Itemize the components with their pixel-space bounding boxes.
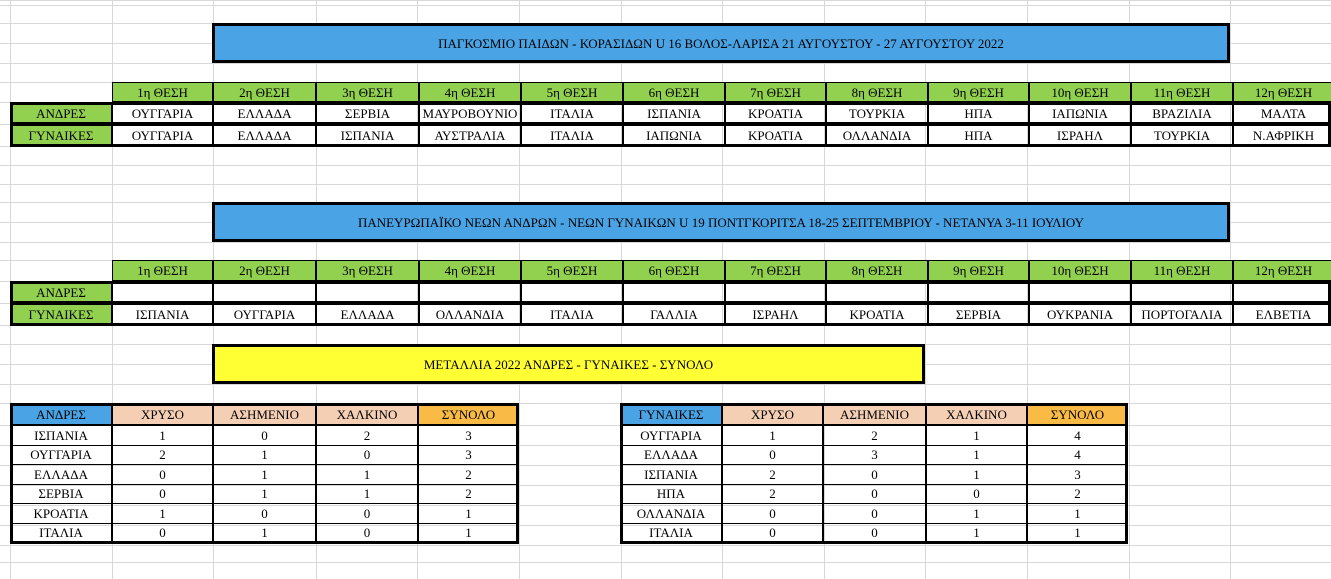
gridline-horizontal xyxy=(0,146,1331,147)
position-header-7[interactable]: 7η ΘΕΣΗ xyxy=(725,260,826,281)
position-header-4[interactable]: 4η ΘΕΣΗ xyxy=(419,260,521,281)
medal-count[interactable]: 4 xyxy=(1027,445,1128,466)
placement-cell[interactable] xyxy=(419,281,521,303)
position-header-12[interactable]: 12η ΘΕΣΗ xyxy=(1233,260,1331,281)
position-header-9[interactable]: 9η ΘΕΣΗ xyxy=(928,82,1029,102)
position-header-10[interactable]: 10η ΘΕΣΗ xyxy=(1029,260,1131,281)
medal-country[interactable]: ΗΠΑ xyxy=(620,484,722,505)
medal-count[interactable]: 3 xyxy=(418,425,519,446)
placement-cell[interactable] xyxy=(725,281,826,303)
medal-country[interactable]: ΟΥΓΓΑΡΙΑ xyxy=(10,445,112,466)
medal-count[interactable]: 3 xyxy=(823,445,926,466)
gridline-horizontal xyxy=(0,5,1331,6)
medal-count[interactable]: 2 xyxy=(418,484,519,505)
gridline-horizontal xyxy=(0,562,1331,563)
medal-count[interactable]: 1 xyxy=(213,445,316,466)
gridline-horizontal xyxy=(0,63,1331,64)
placement-cell[interactable] xyxy=(112,281,213,303)
placement-cell[interactable]: ΣΕΡΒΙΑ xyxy=(928,303,1029,325)
medal-header-4[interactable]: ΣΥΝΟΛΟ xyxy=(1027,403,1128,425)
medal-count[interactable]: 0 xyxy=(722,503,823,524)
medals-title[interactable]: ΜΕΤΑΛΛΙΑ 2022 ΑΝΔΡΕΣ - ΓΥΝΑΙΚΕΣ - ΣΥΝΟΛΟ xyxy=(212,344,925,384)
medal-count[interactable]: 3 xyxy=(418,445,519,466)
medal-count[interactable]: 1 xyxy=(213,484,316,505)
gridline-horizontal xyxy=(0,184,1331,185)
medal-header-1[interactable]: ΧΡΥΣΟ xyxy=(112,403,213,425)
medal-country[interactable]: ΙΣΠΑΝΙΑ xyxy=(620,464,722,485)
placement-cell[interactable] xyxy=(623,281,725,303)
placement-cell[interactable]: ΟΛΛΑΝΔΙΑ xyxy=(826,124,928,146)
medal-count[interactable]: 1 xyxy=(213,464,316,485)
placement-cell[interactable]: ΗΠΑ xyxy=(928,102,1029,124)
placement-cell[interactable] xyxy=(521,281,623,303)
placement-cell[interactable]: ΙΣΡΑΗΛ xyxy=(725,303,826,325)
medal-country[interactable]: ΕΛΛΑΔΑ xyxy=(10,464,112,485)
position-header-5[interactable]: 5η ΘΕΣΗ xyxy=(521,82,623,102)
position-header-2[interactable]: 2η ΘΕΣΗ xyxy=(213,260,316,281)
medal-count[interactable]: 0 xyxy=(823,464,926,485)
gridline-horizontal xyxy=(0,0,1331,1)
placement-cell[interactable]: ΟΥΓΓΑΡΙΑ xyxy=(112,102,213,124)
gridline-horizontal xyxy=(0,242,1331,243)
placement-cell[interactable] xyxy=(826,281,928,303)
row-label-women[interactable]: ΓΥΝΑΙΚΕΣ xyxy=(10,303,112,325)
position-header-1[interactable]: 1η ΘΕΣΗ xyxy=(112,260,213,281)
placement-cell[interactable]: ΙΤΑΛΙΑ xyxy=(521,102,623,124)
medal-country[interactable]: ΕΛΛΑΔΑ xyxy=(620,445,722,466)
row-label-men[interactable]: ΑΝΔΡΕΣ xyxy=(10,102,112,124)
medal-header-2[interactable]: ΑΣΗΜΕΝΙΟ xyxy=(213,403,316,425)
medal-count[interactable]: 2 xyxy=(316,425,418,446)
medal-count[interactable]: 2 xyxy=(112,445,213,466)
placement-cell[interactable]: ΑΥΣΤΡΑΛΙΑ xyxy=(419,124,521,146)
placement-cell[interactable]: ΕΛΛΑΔΑ xyxy=(213,124,316,146)
medal-count[interactable]: 0 xyxy=(722,523,823,544)
placement-cell[interactable]: ΙΣΠΑΝΙΑ xyxy=(623,102,725,124)
medal-count[interactable]: 1 xyxy=(213,523,316,544)
medal-country[interactable]: ΙΤΑΛΙΑ xyxy=(620,523,722,544)
placement-cell[interactable] xyxy=(928,281,1029,303)
placement-cell[interactable]: ΙΑΠΩΝΙΑ xyxy=(623,124,725,146)
medal-count[interactable]: 0 xyxy=(112,523,213,544)
medal-count[interactable]: 0 xyxy=(823,503,926,524)
position-header-11[interactable]: 11η ΘΕΣΗ xyxy=(1131,260,1233,281)
placement-cell[interactable]: ΚΡΟΑΤΙΑ xyxy=(725,124,826,146)
medal-count[interactable]: 1 xyxy=(926,523,1027,544)
medal-count[interactable]: 0 xyxy=(112,484,213,505)
medal-header-3[interactable]: ΧΑΛΚΙΝΟ xyxy=(926,403,1027,425)
medal-count[interactable]: 0 xyxy=(722,445,823,466)
position-header-2[interactable]: 2η ΘΕΣΗ xyxy=(213,82,316,102)
medal-count[interactable]: 2 xyxy=(418,464,519,485)
medal-count[interactable]: 0 xyxy=(926,484,1027,505)
world-u16-title[interactable]: ΠΑΓΚΟΣΜΙΟ ΠΑΙΔΩΝ - ΚΟΡΑΣΙΔΩΝ U 16 ΒΟΛΟΣ-ΛΑΡΙΣΑ 21 ΑΥΓΟΥΣΤΟΥ - 27 ΑΥΓΟΥΣΤΟΥ 2022 xyxy=(212,23,1230,63)
medal-country[interactable]: ΟΛΛΑΝΔΙΑ xyxy=(620,503,722,524)
placement-cell[interactable]: ΙΤΑΛΙΑ xyxy=(521,124,623,146)
medal-count[interactable]: 4 xyxy=(1027,425,1128,446)
position-header-8[interactable]: 8η ΘΕΣΗ xyxy=(826,82,928,102)
medal-country[interactable]: ΟΥΓΓΑΡΙΑ xyxy=(620,425,722,446)
position-header-5[interactable]: 5η ΘΕΣΗ xyxy=(521,260,623,281)
medal-count[interactable]: 0 xyxy=(823,523,926,544)
placement-cell[interactable]: ΕΛΛΑΔΑ xyxy=(316,303,419,325)
medal-count[interactable]: 1 xyxy=(418,503,519,524)
medal-count[interactable]: 1 xyxy=(926,425,1027,446)
medal-count[interactable]: 1 xyxy=(722,425,823,446)
placement-cell[interactable]: ΕΛΛΑΔΑ xyxy=(213,102,316,124)
row-label-men[interactable]: ΑΝΔΡΕΣ xyxy=(10,281,112,303)
placement-cell[interactable]: ΜΑΛΤΑ xyxy=(1233,102,1331,124)
position-header-11[interactable]: 11η ΘΕΣΗ xyxy=(1131,82,1233,102)
gridline-horizontal xyxy=(0,325,1331,326)
position-header-3[interactable]: 3η ΘΕΣΗ xyxy=(316,260,419,281)
medal-count[interactable]: 0 xyxy=(213,503,316,524)
placement-cell[interactable]: ΙΑΠΩΝΙΑ xyxy=(1029,102,1131,124)
position-header-4[interactable]: 4η ΘΕΣΗ xyxy=(419,82,521,102)
position-header-6[interactable]: 6η ΘΕΣΗ xyxy=(623,260,725,281)
position-header-12[interactable]: 12η ΘΕΣΗ xyxy=(1233,82,1331,102)
gridline-horizontal xyxy=(0,165,1331,166)
position-header-6[interactable]: 6η ΘΕΣΗ xyxy=(623,82,725,102)
medal-count[interactable]: 2 xyxy=(722,464,823,485)
position-header-10[interactable]: 10η ΘΕΣΗ xyxy=(1029,82,1131,102)
medal-count[interactable]: 1 xyxy=(926,445,1027,466)
placement-cell[interactable]: ΙΣΠΑΝΙΑ xyxy=(112,303,213,325)
medal-count[interactable]: 2 xyxy=(823,425,926,446)
placement-cell[interactable] xyxy=(213,281,316,303)
placement-cell[interactable]: ΓΑΛΛΙΑ xyxy=(623,303,725,325)
placement-cell[interactable]: ΒΡΑΖΙΛΙΑ xyxy=(1131,102,1233,124)
medal-count[interactable]: 0 xyxy=(316,503,418,524)
medal-header-3[interactable]: ΧΑΛΚΙΝΟ xyxy=(316,403,418,425)
medal-count[interactable]: 1 xyxy=(926,503,1027,524)
medal-count[interactable]: 1 xyxy=(1027,523,1128,544)
placement-cell[interactable]: ΟΥΓΓΑΡΙΑ xyxy=(112,124,213,146)
medal-count[interactable]: 1 xyxy=(112,425,213,446)
gridline-horizontal xyxy=(0,384,1331,385)
placement-cell[interactable]: ΟΛΛΑΝΔΙΑ xyxy=(419,303,521,325)
placement-cell[interactable]: ΕΛΒΕΤΙΑ xyxy=(1233,303,1331,325)
medal-count[interactable]: 1 xyxy=(418,523,519,544)
medal-header-0[interactable]: ΑΝΔΡΕΣ xyxy=(10,403,112,425)
medal-country[interactable]: ΙΣΠΑΝΙΑ xyxy=(10,425,112,446)
placement-cell[interactable]: ΙΣΡΑΗΛ xyxy=(1029,124,1131,146)
placement-cell[interactable]: ΠΟΡΤΟΓΑΛΙΑ xyxy=(1131,303,1233,325)
medal-count[interactable]: 0 xyxy=(112,464,213,485)
medal-count[interactable]: 0 xyxy=(823,484,926,505)
medal-count[interactable]: 1 xyxy=(112,503,213,524)
medal-count[interactable]: 0 xyxy=(316,523,418,544)
placement-cell[interactable]: ΚΡΟΑΤΙΑ xyxy=(725,102,826,124)
placement-cell[interactable]: ΟΥΓΓΑΡΙΑ xyxy=(213,303,316,325)
placement-cell[interactable] xyxy=(1029,281,1131,303)
placement-cell[interactable] xyxy=(1233,281,1331,303)
placement-cell[interactable]: ΣΕΡΒΙΑ xyxy=(316,102,419,124)
placement-cell[interactable]: ΗΠΑ xyxy=(928,124,1029,146)
medal-count[interactable]: 3 xyxy=(1027,464,1128,485)
medal-count[interactable]: 2 xyxy=(1027,484,1128,505)
placement-cell[interactable]: ΤΟΥΡΚΙΑ xyxy=(1131,124,1233,146)
placement-cell[interactable]: ΚΡΟΑΤΙΑ xyxy=(826,303,928,325)
medal-count[interactable]: 1 xyxy=(1027,503,1128,524)
placement-cell[interactable] xyxy=(316,281,419,303)
medal-count[interactable]: 0 xyxy=(213,425,316,446)
placement-cell[interactable]: Ν.ΑΦΡΙΚΗ xyxy=(1233,124,1331,146)
medal-header-4[interactable]: ΣΥΝΟΛΟ xyxy=(418,403,519,425)
placement-cell[interactable]: ΟΥΚΡΑΝΙΑ xyxy=(1029,303,1131,325)
position-header-3[interactable]: 3η ΘΕΣΗ xyxy=(316,82,419,102)
row-label-women[interactable]: ΓΥΝΑΙΚΕΣ xyxy=(10,124,112,146)
medal-count[interactable]: 0 xyxy=(316,445,418,466)
euro-u19-title[interactable]: ΠΑΝΕΥΡΩΠΑΪΚΟ ΝΕΩΝ ΑΝΔΡΩΝ - ΝΕΩΝ ΓΥΝΑΙΚΩΝ U 19 ΠΟΝΤΓΚΟΡΙΤΣΑ 18-25 ΣΕΠΤΕΜΒΡΙΟΥ - ΝΕΤΑΝΥΑ 3-11 ΙΟΥΛΙΟΥ xyxy=(212,202,1230,242)
medal-header-2[interactable]: ΑΣΗΜΕΝΙΟ xyxy=(823,403,926,425)
medal-count[interactable]: 1 xyxy=(926,464,1027,485)
position-header-9[interactable]: 9η ΘΕΣΗ xyxy=(928,260,1029,281)
medal-country[interactable]: ΚΡΟΑΤΙΑ xyxy=(10,503,112,524)
medal-header-0[interactable]: ΓΥΝΑΙΚΕΣ xyxy=(620,403,722,425)
placement-cell[interactable]: ΙΣΠΑΝΙΑ xyxy=(316,124,419,146)
medal-count[interactable]: 1 xyxy=(316,484,418,505)
position-header-8[interactable]: 8η ΘΕΣΗ xyxy=(826,260,928,281)
gridline-horizontal xyxy=(0,545,1331,546)
medal-count[interactable]: 1 xyxy=(316,464,418,485)
medal-country[interactable]: ΣΕΡΒΙΑ xyxy=(10,484,112,505)
placement-cell[interactable]: ΙΤΑΛΙΑ xyxy=(521,303,623,325)
medal-count[interactable]: 2 xyxy=(722,484,823,505)
medal-country[interactable]: ΙΤΑΛΙΑ xyxy=(10,523,112,544)
placement-cell[interactable] xyxy=(1131,281,1233,303)
position-header-1[interactable]: 1η ΘΕΣΗ xyxy=(112,82,213,102)
placement-cell[interactable]: ΜΑΥΡΟΒΟΥΝΙΟ xyxy=(419,102,521,124)
placement-cell[interactable]: ΤΟΥΡΚΙΑ xyxy=(826,102,928,124)
position-header-7[interactable]: 7η ΘΕΣΗ xyxy=(725,82,826,102)
medal-header-1[interactable]: ΧΡΥΣΟ xyxy=(722,403,823,425)
